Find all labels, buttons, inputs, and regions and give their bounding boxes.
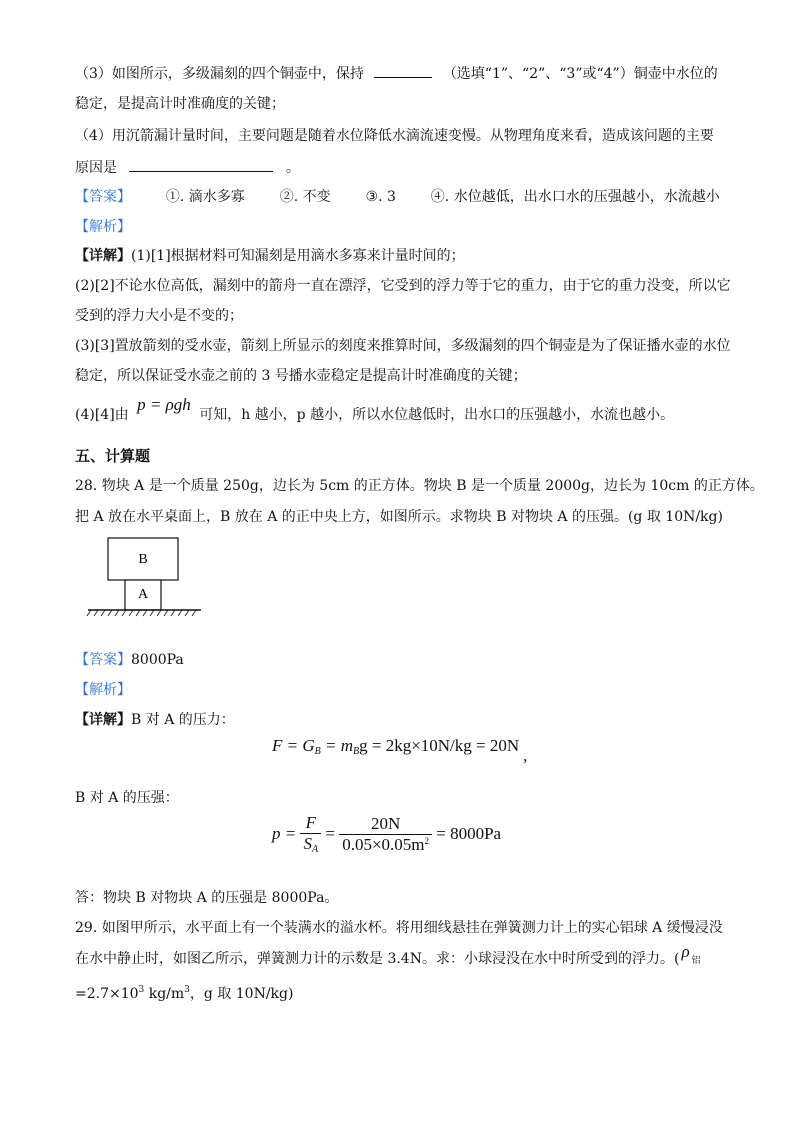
q29-l3-a: =2.7×10 (75, 986, 139, 1002)
eq2-f: F (300, 813, 321, 834)
eq1-sub-b2: B (353, 746, 360, 757)
analysis-tag-28: 【解析】 (75, 682, 131, 698)
q28-detail-line2: B 对 A 的压强： (75, 790, 179, 806)
eq1-rhs: g = 2kg×10N/kg = 20N (359, 736, 520, 755)
q4-prefix: 原因是 (75, 160, 117, 176)
section-heading: 五、计算题 (75, 447, 151, 465)
q28-detail-line (75, 710, 235, 730)
eq2-s: S (303, 834, 312, 853)
eq2-fraction-values (339, 814, 432, 855)
answer-1: ①. 滴水多寡 (165, 189, 245, 205)
blocks-diagram (85, 535, 205, 620)
detail27-line3a: (3)[3]置放箭刻的受水壶，箭刻上所显示的刻度来推算时间，多级漏刻的四个铜壶是为了保证播水壶的水位 (75, 338, 731, 354)
q28-detail-tag: 【详解】 (75, 712, 131, 728)
detail27-l4-prefix: (4)[4]由 (75, 407, 129, 423)
q29-l3-sup: 3 (138, 985, 145, 995)
q3-line2: 稳定，是提高计时准确度的关键； (75, 96, 285, 112)
eq2-den: 0.05×0.05m (342, 834, 425, 854)
q4-blank (129, 157, 273, 172)
detail27-line1 (75, 246, 465, 266)
answer-2: ②. 不变 (279, 189, 331, 205)
q29-l3-sup2: 3 (184, 985, 190, 995)
q28-answer-line (75, 650, 184, 670)
answer27-line (75, 187, 720, 207)
q3-prefix: （3）如图所示，多级漏刻的四个铜壶中，保持 (75, 66, 364, 82)
eq1-lhs: F = G (272, 736, 315, 755)
eq2-den-sup: 2 (424, 835, 429, 846)
eq2-result: = 8000Pa (436, 824, 502, 843)
eq1-sub-b: B (314, 746, 321, 757)
eq1-mid: = m (320, 736, 353, 755)
eq2-s-sub: A (311, 844, 319, 855)
equation-pressure (272, 813, 501, 855)
detail27-line2a: (2)[2]不论水位高低，漏刻中的箭舟一直在漂浮，它受到的浮力等于它的重力，由于它的重力没变，所以它 (75, 278, 731, 294)
rho-sub: 铝 (691, 956, 701, 966)
block-a-label: A (137, 587, 149, 602)
equation-force (272, 736, 528, 765)
eq1-comma: , (523, 746, 528, 765)
answer-4: ④. 水位越低，出水口水的压强越小，水流越小 (430, 189, 720, 205)
q3-line1 (75, 63, 718, 84)
q28-answer-tag: 【答案】 (75, 652, 131, 668)
eq2-num: 20N (339, 814, 432, 835)
detail27-line4 (75, 395, 675, 425)
eq2-fraction-fs (300, 813, 321, 855)
detail27-l4-suffix: 可知，h 越小，p 越小，所以水位越低时，出水口的压强越小，水流也越小。 (199, 407, 675, 423)
detail27-line3b: 稳定，所以保证受水壶之前的 3 号播水壶稳定是提高计时准确度的关键； (75, 368, 527, 384)
answer-3: ③. 3 (365, 189, 396, 205)
detail27-line2b: 受到的浮力大小是不变的； (75, 308, 243, 324)
q29-l3-end: ，g 取 10N/kg) (189, 986, 294, 1002)
q29-line2 (75, 942, 701, 971)
q29-l3-b: kg/m (144, 986, 185, 1002)
q28-answer-value: 8000Pa (131, 652, 184, 668)
eq2-equals: = (325, 824, 335, 843)
answer-tag: 【答案】 (75, 189, 131, 205)
q29-line3 (75, 980, 293, 1004)
q28-conclusion: 答：物块 B 对物块 A 的压强是 8000Pa。 (75, 890, 339, 906)
q4-line1: （4）用沉箭漏计量时间，主要问题是随着水位降低水滴流速变慢。从物理角度来看，造成该问题的主要 (75, 128, 714, 144)
q28-detail-l1: B 对 A 的压力： (131, 712, 235, 728)
q29-line1: 29. 如图甲所示，水平面上有一个装满水的溢水杯。将用细线悬挂在弹簧测力计上的实心铝球 A 缓慢浸没 (75, 920, 723, 936)
q28-line2: 把 A 放在水平桌面上，B 放在 A 的正中央上方，如图所示。求物块 B 对物块 A 的压强。(g 取 10N/kg) (75, 509, 723, 525)
q29-l2-text: 在水中静止时，如图乙所示，弹簧测力计的示数是 3.4N。求：小球浸没在水中时所受到的浮力。( (75, 951, 680, 967)
q28-line1: 28. 物块 A 是一个质量 250g，边长为 5cm 的正方体。物块 B 是一个质量 2000g，边长为 10cm 的正方体。 (75, 478, 764, 494)
eq2-p: p = (272, 824, 297, 843)
rho-symbol: ρ (681, 942, 690, 961)
block-b-label: B (138, 552, 148, 567)
detail27-l1: (1)[1]根据材料可知漏刻是用滴水多寡来计量时间的； (131, 248, 465, 264)
q3-suffix: （选填“1”、“2”、“3”或“4”）铜壶中水位的 (442, 66, 718, 82)
q3-blank (374, 63, 432, 78)
detail-tag: 【详解】 (75, 248, 131, 264)
q4-line2 (75, 157, 300, 178)
q4-suffix: 。 (285, 160, 300, 176)
ground-hatch (87, 610, 196, 616)
formula-p-rho-g-h: p = ρgh (137, 395, 191, 414)
analysis-tag-27: 【解析】 (75, 219, 131, 235)
